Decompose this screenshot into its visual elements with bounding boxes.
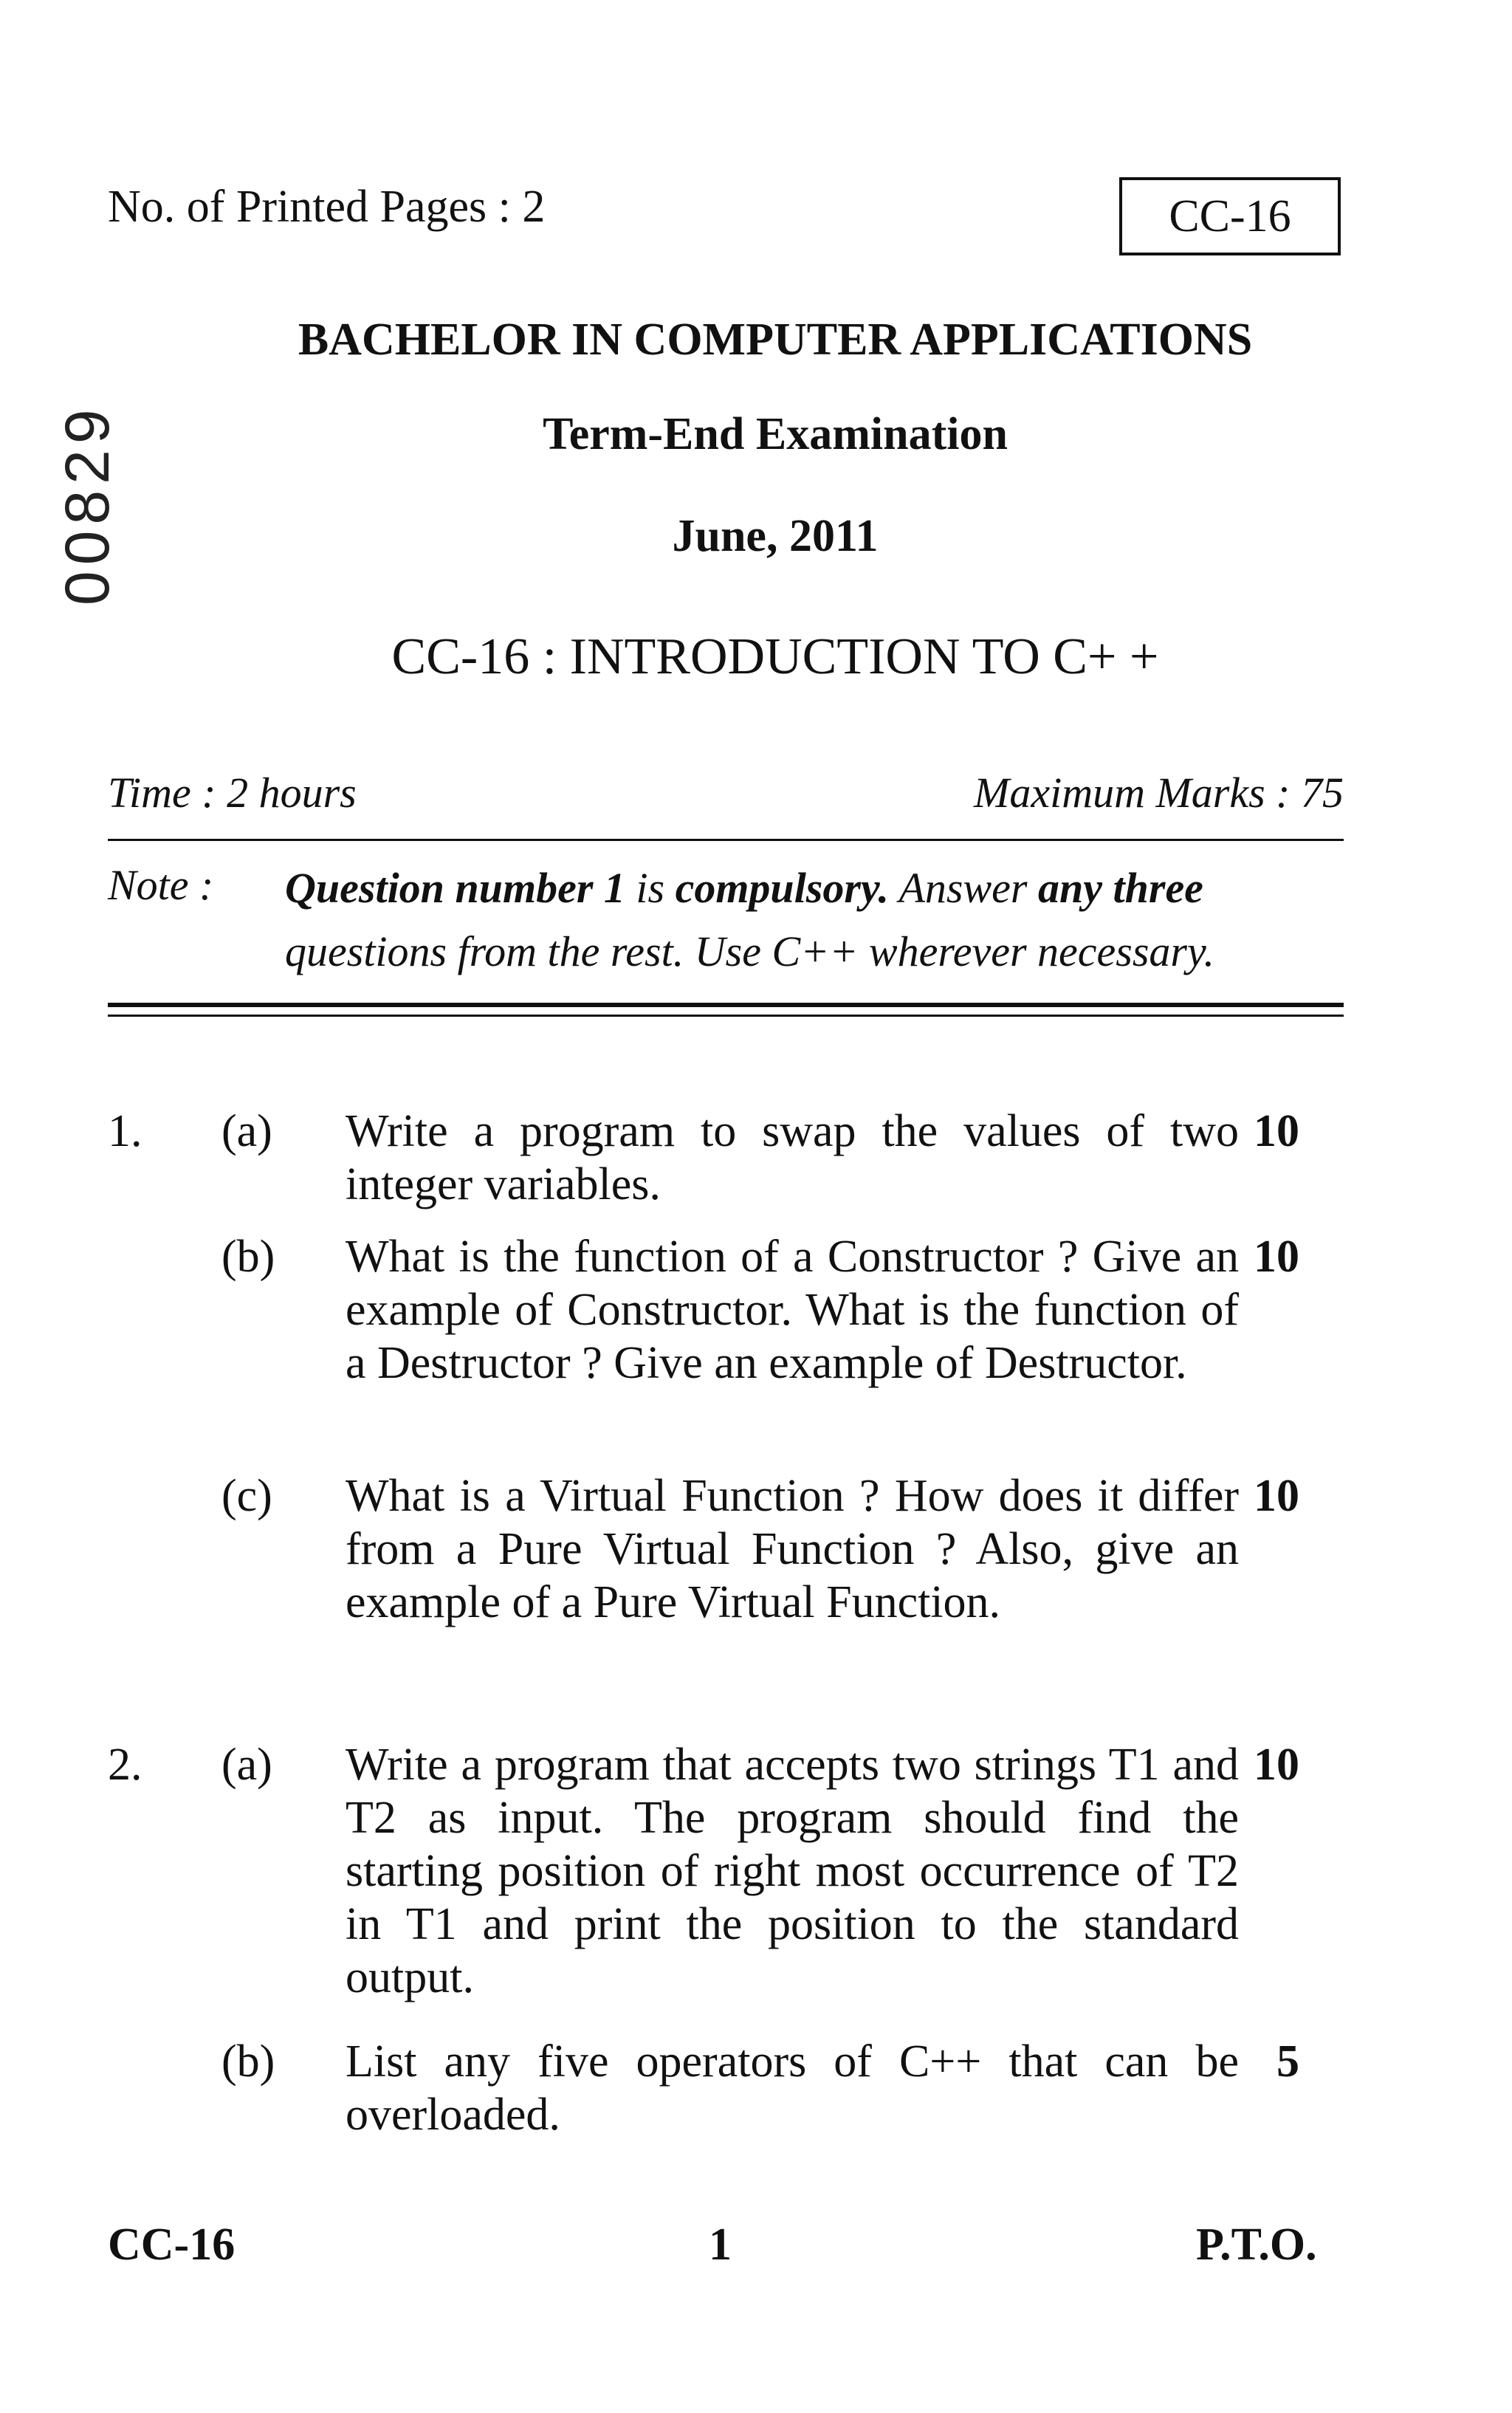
time-allowed: Time : 2 hours bbox=[108, 769, 357, 817]
printed-pages: No. of Printed Pages : 2 bbox=[108, 182, 546, 232]
serial-number-text: 00829 bbox=[52, 403, 122, 605]
question-text: List any five operators of C++ that can be overloaded. bbox=[346, 2036, 1239, 2140]
maximum-marks: Maximum Marks : 75 bbox=[974, 769, 1344, 817]
question-text: What is a Virtual Function ? How does it differ from a Pure Virtual Function ? Also, give an example of a Pure Virtual Function. bbox=[346, 1471, 1239, 1627]
program-title: BACHELOR IN COMPUTER APPLICATIONS bbox=[298, 315, 1253, 365]
page-number: 1 bbox=[709, 2220, 732, 2270]
course-title: CC-16 : INTRODUCTION TO C+ + bbox=[391, 628, 1159, 685]
note-part-1: Question number 1 bbox=[285, 864, 625, 912]
question-part-label: (b) bbox=[221, 1232, 275, 1282]
question-part-label: (a) bbox=[221, 1740, 272, 1790]
note-part-2: is bbox=[625, 864, 676, 912]
divider-double-top bbox=[108, 1003, 1344, 1007]
question-marks: 10 bbox=[1254, 1232, 1299, 1282]
pto-label: P.T.O. bbox=[1196, 2220, 1317, 2270]
note-part-4: Answer bbox=[889, 864, 1038, 912]
question-marks: 10 bbox=[1254, 1471, 1299, 1521]
question-part-label: (b) bbox=[221, 2036, 275, 2087]
note-part-3: compulsory. bbox=[675, 864, 890, 912]
footer-paper-code: CC-16 bbox=[108, 2220, 236, 2270]
question-text: What is the function of a Constructor ? Give an example of Constructor. What is the function of a Destructor ? Give an example of Destructor. bbox=[346, 1232, 1239, 1388]
question-marks: 10 bbox=[1254, 1106, 1299, 1156]
question-number: 1. bbox=[108, 1106, 142, 1156]
exam-title: Term-End Examination bbox=[543, 409, 1008, 459]
divider-top bbox=[108, 839, 1344, 841]
question-part-label: (a) bbox=[221, 1106, 272, 1156]
serial-number bbox=[52, 369, 170, 605]
paper-code-box: CC-16 bbox=[1119, 177, 1341, 255]
exam-date: June, 2011 bbox=[672, 511, 879, 561]
question-text: Write a program to swap the values of two integer variables. bbox=[346, 1106, 1239, 1209]
note-part-5: any three bbox=[1038, 864, 1203, 912]
question-number: 2. bbox=[108, 1740, 142, 1790]
question-part-label: (c) bbox=[221, 1471, 272, 1521]
question-marks: 10 bbox=[1254, 1740, 1299, 1790]
divider-double-bottom bbox=[108, 1015, 1344, 1017]
question-marks: 5 bbox=[1276, 2036, 1299, 2087]
note-part-6: questions from the rest. Use C++ wherever necessary. bbox=[285, 927, 1215, 975]
note-text bbox=[285, 857, 1348, 984]
question-text: Write a program that accepts two strings T1 and T2 as input. The program should find the starting position of right most occurrence of T2 in T1 and print the position to the standard output. bbox=[346, 1740, 1239, 2002]
note-label: Note : bbox=[108, 861, 214, 909]
